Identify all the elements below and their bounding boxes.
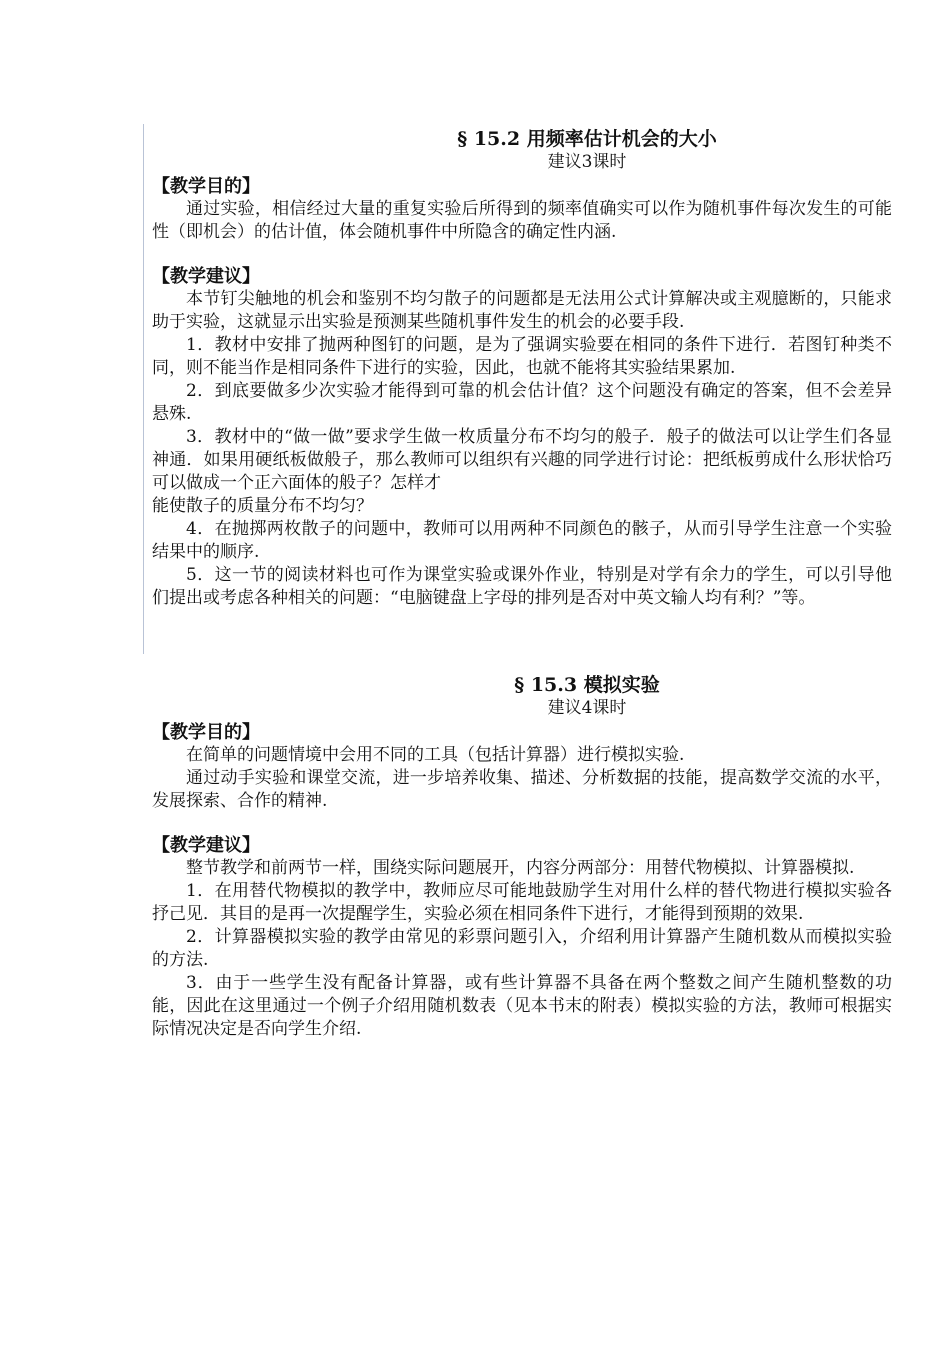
section-subtitle: 建议3课时 [547, 152, 627, 172]
margin-rule [143, 124, 144, 654]
section-15-2 [152, 127, 892, 610]
advice-item-5: 5．这一节的阅读材料也可作为课堂实验或课外作业，特别是对学有余力的学生，可以引导他们提出或考虑各种相关的问题：“电脑键盘上字母的排列是否对中英文输人均有利？”等。 [152, 565, 892, 608]
goals-paragraph: 通过实验，相信经过大量的重复实验后所得到的频率值确实可以作为随机事件每次发生的可能性（即机会）的估计值，体会随机事件中所隐含的确定性内涵. [152, 199, 892, 242]
section-15-3 [152, 673, 892, 1041]
advice-heading: 【教学建议】 [152, 835, 260, 856]
advice-item-4: 4．在抛掷两枚散子的问题中，教师可以用两种不同颜色的骸子，从而引导学生注意一个实验结果中的顺序. [152, 519, 892, 562]
advice-item-2: 2．计算器模拟实验的教学由常见的彩票问题引入，介绍利用计算器产生随机数从而模拟实验的方法. [152, 927, 892, 970]
advice-item-1: 1．在用替代物模拟的教学中，教师应尽可能地鼓励学生对用什么样的替代物进行模拟实验各抒己见．其目的是再一次提醒学生，实验必须在相同条件下进行，才能得到预期的效果. [152, 881, 892, 924]
goals-paragraph: 在简单的问题情境中会用不同的工具（包括计算器）进行模拟实验. [186, 745, 685, 765]
advice-paragraph: 整节教学和前两节一样，围绕实际问题展开，内容分两部分：用替代物模拟、计算器模拟. [186, 858, 855, 878]
goals-heading: 【教学目的】 [152, 722, 260, 743]
advice-item-3: 3．教材中的“做一做”要求学生做一枚质量分布不均匀的般子．般子的做法可以让学生们各显神通．如果用硬纸板做般子，那么教师可以组织有兴趣的同学进行讨论：把纸板剪成什么形状恰巧可以做成一个正六面体的般子？怎样才 [152, 427, 892, 493]
section-subtitle: 建议4课时 [547, 698, 627, 718]
advice-item-2: 2．到底要做多少次实验才能得到可靠的机会估计值？这个问题没有确定的答案，但不会差异悬殊. [152, 381, 892, 424]
advice-paragraph: 本节钉尖触地的机会和鉴别不均匀散子的问题都是无法用公式计算解决或主观臆断的，只能求助于实验，这就显示出实验是预测某些随机事件发生的机会的必要手段. [152, 289, 892, 332]
advice-heading: 【教学建议】 [152, 266, 260, 287]
section-title: § 15.3 模拟实验 [514, 674, 660, 696]
advice-item-1: 1．教材中安排了抛两种图钉的问题，是为了强调实验要在相同的条件下进行．若图钉种类不同，则不能当作是相同条件下进行的实验，因此，也就不能将其实验结果累加. [152, 335, 892, 378]
advice-item-3: 3．由于一些学生没有配备计算器，或有些计算器不具备在两个整数之间产生随机整数的功能，因此在这里通过一个例子介绍用随机数表（见本书末的附表）模拟实验的方法，教师可根据实际情况决定是否向学生介绍. [152, 973, 892, 1039]
goals-paragraph: 通过动手实验和课堂交流，进一步培养收集、描述、分析数据的技能，提高数学交流的水平，发展探索、合作的精神. [152, 768, 892, 811]
goals-heading: 【教学目的】 [152, 176, 260, 197]
advice-item-3-continued: 能使散子的质量分布不均匀？ [152, 496, 373, 516]
section-title: § 15.2 用频率估计机会的大小 [457, 128, 717, 150]
